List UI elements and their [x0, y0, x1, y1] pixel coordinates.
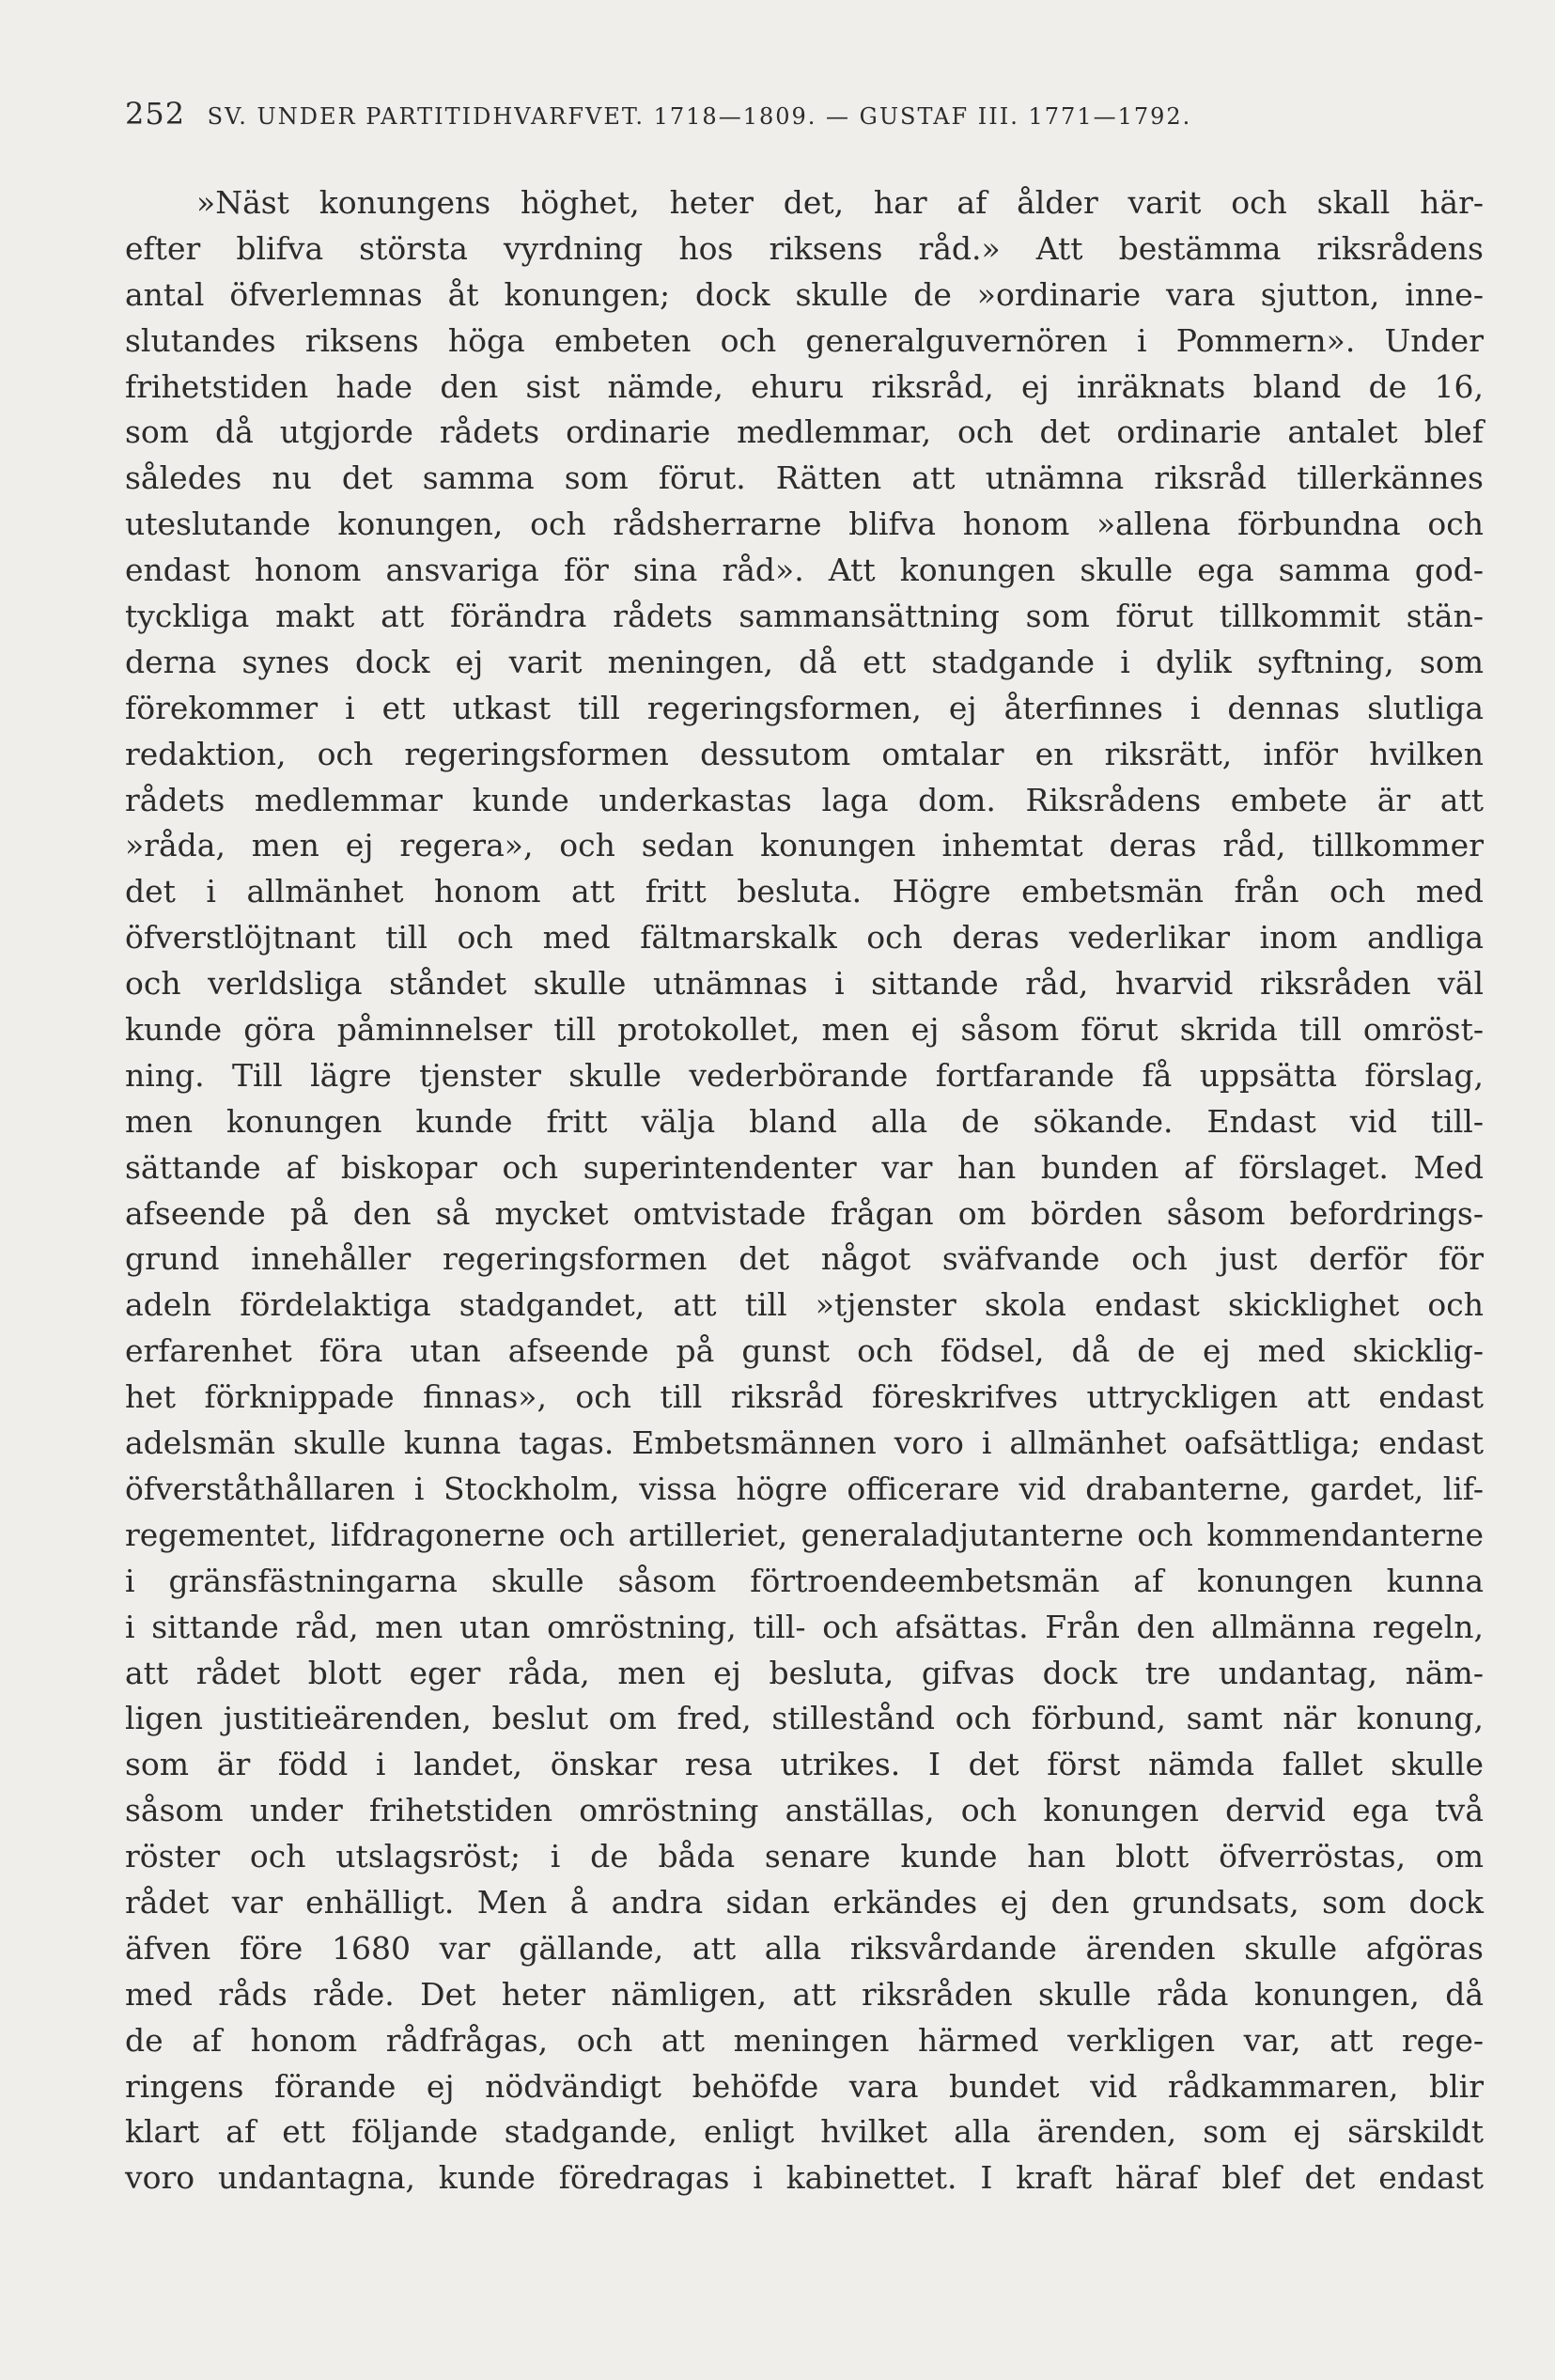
- text-line: slutandes riksens höga embeten och generalguvernören i Pommern». Under: [125, 321, 1484, 359]
- page-number: 252: [125, 96, 186, 132]
- text-line: äfven före 1680 var gällande, att alla riksvårdande ärenden skulle afgöras: [125, 1929, 1484, 1967]
- text-line: tyckliga makt att förändra rådets sammansättning som förut tillkommit stän-: [125, 598, 1484, 635]
- text-line: rådets medlemmar kunde underkastas laga dom. Riksrådens embete är att: [125, 781, 1484, 818]
- text-line: att rådet blott eger råda, men ej besluta, gifvas dock tre undantag, näm-: [125, 1654, 1484, 1691]
- text-line: derna synes dock ej varit meningen, då ett stadgande i dylik syftning, som: [125, 643, 1484, 680]
- text-line: grund innehåller regeringsformen det något sväfvande och just derför för: [125, 1240, 1484, 1278]
- text-line: och verldsliga ståndet skulle utnämnas i sittande råd, hvarvid riksråden väl: [125, 965, 1484, 1003]
- text-line: adelsmän skulle kunna tagas. Embetsmännen voro i allmänhet oafsättliga; endast: [125, 1424, 1484, 1462]
- running-title: SV. UNDER PARTITIDHVARFVET. 1718—1809. — GUSTAF III. 1771—1792.: [207, 103, 1192, 130]
- text-line: ringens förande ej nödvändigt behöfde vara bundet vid rådkammaren, blir: [125, 2067, 1484, 2105]
- text-line: ning. Till lägre tjenster skulle vederbörande fortfarande få uppsätta förslag,: [125, 1056, 1484, 1094]
- text-line: rådet var enhälligt. Men å andra sidan erkändes ej den grundsats, som dock: [125, 1883, 1484, 1921]
- text-line: efter blifva största vyrdning hos riksens råd.» Att bestämma riksrådens: [125, 229, 1484, 267]
- text-line: »råda, men ej regera», och sedan konungen inhemtat deras råd, tillkommer: [125, 827, 1484, 864]
- text-line: het förknippade finnas», och till riksråd föreskrifves uttryckligen att endast: [125, 1378, 1484, 1416]
- text-line: öfverståthållaren i Stockholm, vissa högre officerare vid drabanterne, gardet, lif-: [125, 1470, 1484, 1507]
- text-line: klart af ett följande stadgande, enligt hvilket alla ärenden, som ej särskildt: [125, 2113, 1484, 2151]
- text-line: i sittande råd, men utan omröstning, till- och afsättas. Från den allmänna regeln,: [125, 1608, 1484, 1645]
- text-line: det i allmänhet honom att fritt besluta. Högre embetsmän från och med: [125, 873, 1484, 910]
- text-line: antal öfverlemnas åt konungen; dock skulle de »ordinarie vara sjutton, inne-: [125, 275, 1484, 313]
- body-text: [125, 180, 1484, 2201]
- text-line: redaktion, och regeringsformen dessutom omtalar en riksrätt, inför hvilken: [125, 735, 1484, 772]
- text-line: i gränsfästningarna skulle såsom förtroendeembetsmän af konungen kunna: [125, 1562, 1484, 1599]
- text-line: således nu det samma som förut. Rätten att utnämna riksråd tillerkännes: [125, 459, 1484, 497]
- text-line: förekommer i ett utkast till regeringsformen, ej återfinnes i dennas slutliga: [125, 689, 1484, 726]
- text-line: men konungen kunde fritt välja bland alla de sökande. Endast vid till-: [125, 1102, 1484, 1140]
- text-line: sättande af biskopar och superintendenter var han bunden af förslaget. Med: [125, 1148, 1484, 1186]
- text-line: öfverstlöjtnant till och med fältmarskalk och deras vederlikar inom andliga: [125, 919, 1484, 957]
- text-line: som är född i landet, önskar resa utrikes. I det först nämda fallet skulle: [125, 1746, 1484, 1783]
- text-line: som då utgjorde rådets ordinarie medlemmar, och det ordinarie antalet blef: [125, 413, 1484, 451]
- text-line: ligen justitieärenden, beslut om fred, stillestånd och förbund, samt när konung,: [125, 1700, 1484, 1737]
- text-line: erfarenhet föra utan afseende på gunst och födsel, då de ej med skicklig-: [125, 1332, 1484, 1370]
- text-line: voro undantagna, kunde föredragas i kabinettet. I kraft häraf blef det endast: [125, 2159, 1484, 2197]
- text-line: frihetstiden hade den sist nämde, ehuru riksråd, ej inräknats bland de 16,: [125, 367, 1484, 405]
- text-line: med råds råde. Det heter nämligen, att riksråden skulle råda konungen, då: [125, 1975, 1484, 2013]
- text-line: afseende på den så mycket omtvistade frågan om börden såsom befordrings-: [125, 1194, 1484, 1232]
- text-line: kunde göra påminnelser till protokollet, men ej såsom förut skrida till omröst-: [125, 1011, 1484, 1049]
- text-line: regementet, lifdragonerne och artilleriet, generaladjutanterne och kommendanterne: [125, 1516, 1484, 1553]
- text-line: adeln fördelaktiga stadgandet, att till »tjenster skola endast skicklighet och: [125, 1286, 1484, 1324]
- text-line: uteslutande konungen, och rådsherrarne blifva honom »allena förbundna och: [125, 506, 1484, 543]
- page-header: [125, 96, 1440, 133]
- text-line: endast honom ansvariga för sina råd». Att konungen skulle ega samma god-: [125, 552, 1484, 589]
- text-line: de af honom rådfrågas, och att meningen härmed verkligen var, att rege-: [125, 2021, 1484, 2059]
- text-line: röster och utslagsröst; i de båda senare kunde han blott öfverröstas, om: [125, 1838, 1484, 1875]
- text-line: såsom under frihetstiden omröstning anställas, och konungen dervid ega två: [125, 1792, 1484, 1829]
- text-line: »Näst konungens höghet, heter det, har af ålder varit och skall här-: [196, 184, 1484, 221]
